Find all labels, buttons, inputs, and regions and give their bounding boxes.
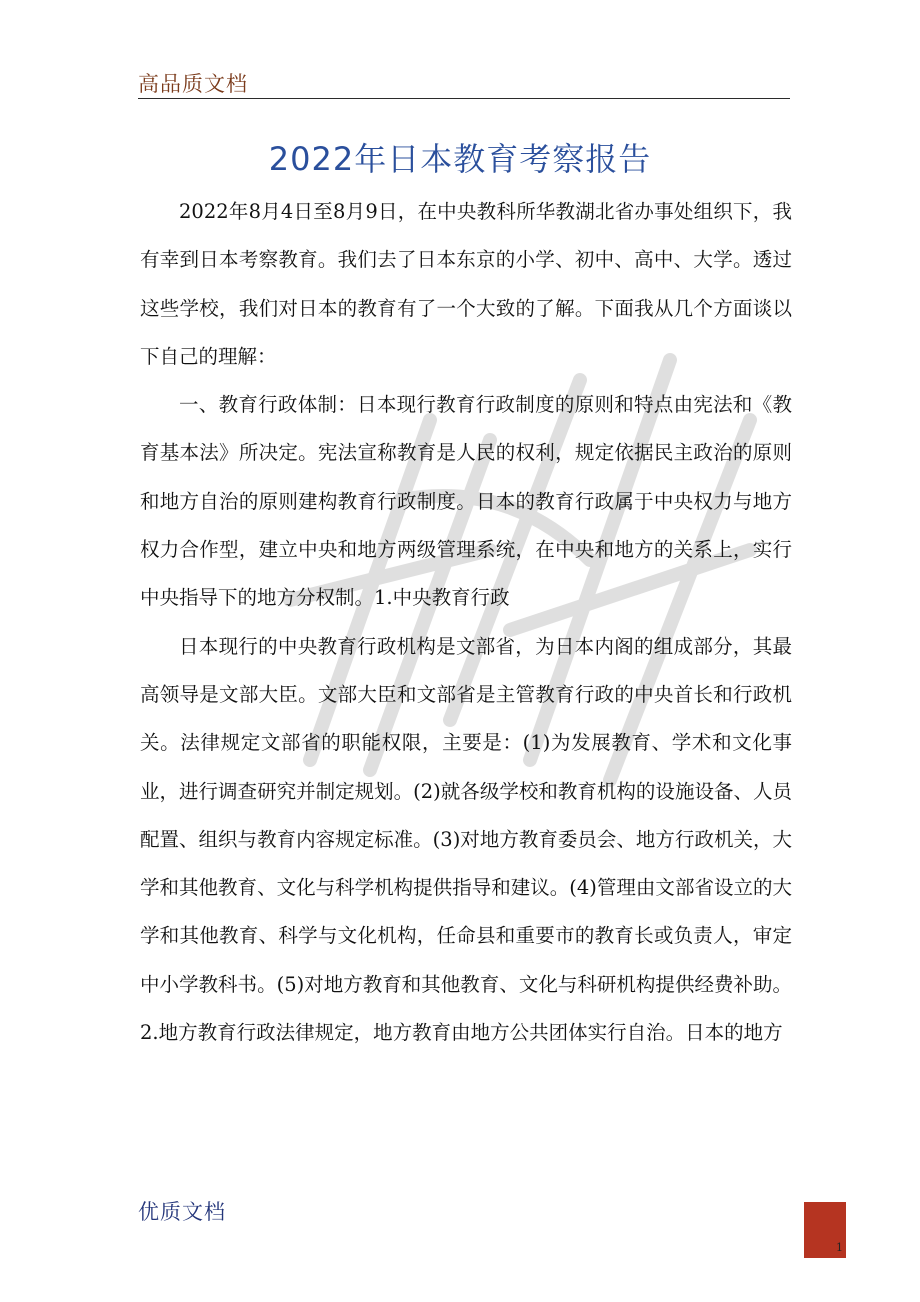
footer-label: 优质文档 <box>138 1200 226 1224</box>
page-number: 1 <box>836 1241 843 1254</box>
paragraph-central-admin: 日本现行的中央教育行政机构是文部省，为日本内阁的组成部分，其最高领导是文部大臣。文部大臣和文部省是主管教育行政的中央首长和行政机关。法律规定文部省的职能权限，主要是：(1)为发展教育、学术和文化事业，进行调查研究并制定规划。(2)就各级学校和教育机构的设施设备、人员配置、组织与教育内容规定标准。(3)对地方教育委员会、地方行政机关，大学和其他教育、文化与科学机构提供指导和建议。(4)管理由文部省设立的大学和其他教育、科学与文化机构，任命县和重要市的教育长或负责人，审定中小学教科书。(5)对地方教育和其他教育、文化与科研机构提供经费补助。2.地方教育行政法律规定，地方教育由地方公共团体实行自治。日本的地方 <box>140 634 792 1045</box>
document-title: 2022年日本教育考察报告 <box>268 140 652 178</box>
header-label: 高品质文档 <box>138 72 248 96</box>
paragraph-admin-system: 一、教育行政体制：日本现行教育行政制度的原则和特点由宪法和《教育基本法》所决定。宪法宣称教育是人民的权利，规定依据民主政治的原则和地方自治的原则建构教育行政制度。日本的教育行政属于中央权力与地方权力合作型，建立中央和地方两级管理系统，在中央和地方的关系上，实行中央指导下的地方分权制。1.中央教育行政 <box>140 393 792 610</box>
page-header <box>138 64 790 99</box>
document-body <box>140 188 792 1057</box>
page-number-badge <box>804 1202 846 1258</box>
paragraph-intro: 2022年8月4日至8月9日，在中央教科所华教湖北省办事处组织下，我有幸到日本考察教育。我们去了日本东京的小学、初中、高中、大学。透过这些学校，我们对日本的教育有了一个大致的了解。下面我从几个方面谈以下自己的理解： <box>140 200 792 368</box>
